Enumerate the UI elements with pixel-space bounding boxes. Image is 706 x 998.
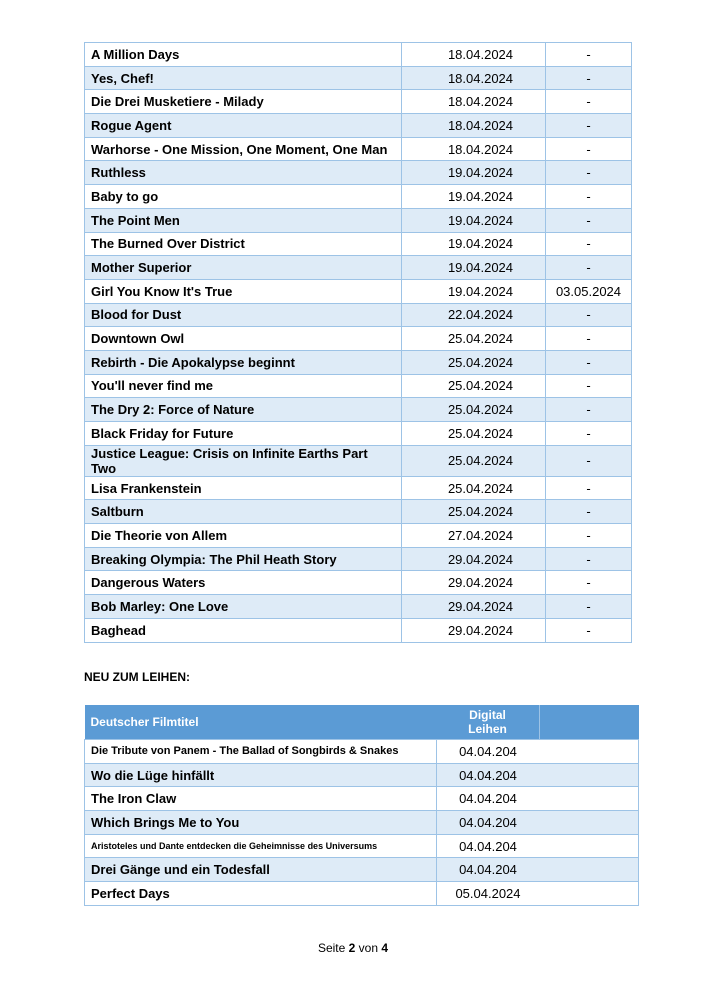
- rent-empty-cell: [539, 811, 639, 835]
- end-date: -: [546, 374, 632, 398]
- footer-total: 4: [381, 941, 389, 955]
- movie-title: Downtown Owl: [85, 327, 402, 351]
- table-row: [85, 422, 632, 446]
- table-row: [85, 43, 632, 67]
- rent-movie-title: Drei Gänge und ein Todesfall: [85, 858, 437, 882]
- end-date: -: [546, 547, 632, 571]
- table-row: [85, 858, 639, 882]
- table-row: [85, 445, 632, 476]
- movie-title: Mother Superior: [85, 256, 402, 280]
- movie-title: The Point Men: [85, 208, 402, 232]
- table-row: [85, 279, 632, 303]
- movie-title: Bob Marley: One Love: [85, 595, 402, 619]
- movie-title: Rebirth - Die Apokalypse beginnt: [85, 350, 402, 374]
- table-row: [85, 398, 632, 422]
- table-row: [85, 595, 632, 619]
- release-date: 19.04.2024: [402, 185, 546, 209]
- table-row: [85, 161, 632, 185]
- table-row: [85, 547, 632, 571]
- end-date: 03.05.2024: [546, 279, 632, 303]
- end-date: -: [546, 90, 632, 114]
- movie-title: Warhorse - One Mission, One Moment, One Man: [85, 137, 402, 161]
- release-date: 19.04.2024: [402, 232, 546, 256]
- release-date: 25.04.2024: [402, 327, 546, 351]
- end-date: -: [546, 422, 632, 446]
- movie-title: Breaking Olympia: The Phil Heath Story: [85, 547, 402, 571]
- end-date: -: [546, 571, 632, 595]
- end-date: -: [546, 524, 632, 548]
- rent-table-body: [85, 740, 639, 906]
- movie-title: Saltburn: [85, 500, 402, 524]
- release-date: 18.04.2024: [402, 137, 546, 161]
- end-date: -: [546, 256, 632, 280]
- end-date: -: [546, 445, 632, 476]
- release-table-body: [85, 43, 632, 643]
- movie-title: Rogue Agent: [85, 114, 402, 138]
- movie-title: You'll never find me: [85, 374, 402, 398]
- table-row: [85, 185, 632, 209]
- header-title: Deutscher Filmtitel: [85, 705, 437, 740]
- footer-prefix: Seite: [317, 941, 346, 955]
- rent-movie-title: Wo die Lüge hinfällt: [85, 763, 437, 787]
- movie-title: The Dry 2: Force of Nature: [85, 398, 402, 422]
- rent-movie-title: Aristoteles und Dante entdecken die Geheimnisse des Universums: [85, 834, 437, 858]
- table-row: [85, 882, 639, 906]
- release-date: 18.04.2024: [402, 90, 546, 114]
- release-date: 19.04.2024: [402, 161, 546, 185]
- release-date: 25.04.2024: [402, 422, 546, 446]
- release-date: 19.04.2024: [402, 279, 546, 303]
- table-row: [85, 256, 632, 280]
- rent-date: 04.04.204: [437, 763, 540, 787]
- section-heading: NEU ZUM LEIHEN:: [84, 670, 190, 684]
- table-row: [85, 524, 632, 548]
- end-date: -: [546, 618, 632, 642]
- table-row: [85, 374, 632, 398]
- table-row: [85, 787, 639, 811]
- movie-title: Blood for Dust: [85, 303, 402, 327]
- rent-date: 04.04.204: [437, 787, 540, 811]
- end-date: -: [546, 303, 632, 327]
- table-row: [85, 571, 632, 595]
- release-date: 27.04.2024: [402, 524, 546, 548]
- rent-empty-cell: [539, 882, 639, 906]
- release-date: 25.04.2024: [402, 398, 546, 422]
- table-row: [85, 500, 632, 524]
- rent-empty-cell: [539, 858, 639, 882]
- table-row: [85, 618, 632, 642]
- movie-title: Justice League: Crisis on Infinite Earths Part Two: [85, 445, 402, 476]
- rent-table: [84, 705, 639, 906]
- table-row: [85, 303, 632, 327]
- movie-title: Lisa Frankenstein: [85, 476, 402, 500]
- movie-title: Baby to go: [85, 185, 402, 209]
- table-row: [85, 763, 639, 787]
- release-table: [84, 42, 632, 643]
- header-digital: [437, 705, 540, 740]
- footer-page: 2: [348, 941, 356, 955]
- rent-movie-title: Which Brings Me to You: [85, 811, 437, 835]
- end-date: -: [546, 114, 632, 138]
- release-date: 29.04.2024: [402, 595, 546, 619]
- rent-movie-title: Die Tribute von Panem - The Ballad of Songbirds & Snakes: [85, 740, 437, 764]
- table-row: [85, 740, 639, 764]
- release-date: 25.04.2024: [402, 476, 546, 500]
- movie-title: Black Friday for Future: [85, 422, 402, 446]
- rent-movie-title: Perfect Days: [85, 882, 437, 906]
- rent-date: 04.04.204: [437, 740, 540, 764]
- end-date: -: [546, 350, 632, 374]
- rent-table-header: [85, 705, 639, 740]
- release-date: 19.04.2024: [402, 208, 546, 232]
- header-digital-line1: Digital: [469, 708, 506, 722]
- rent-date: 05.04.2024: [437, 882, 540, 906]
- release-date: 18.04.2024: [402, 43, 546, 67]
- release-date: 25.04.2024: [402, 445, 546, 476]
- rent-date: 04.04.204: [437, 811, 540, 835]
- release-date: 22.04.2024: [402, 303, 546, 327]
- end-date: -: [546, 476, 632, 500]
- table-row: [85, 114, 632, 138]
- rent-date: 04.04.204: [437, 834, 540, 858]
- table-row: [85, 232, 632, 256]
- page-footer: [0, 941, 706, 955]
- movie-title: Yes, Chef!: [85, 66, 402, 90]
- end-date: -: [546, 185, 632, 209]
- movie-title: Girl You Know It's True: [85, 279, 402, 303]
- release-date: 29.04.2024: [402, 618, 546, 642]
- release-date: 18.04.2024: [402, 66, 546, 90]
- table-row: [85, 350, 632, 374]
- release-date: 25.04.2024: [402, 350, 546, 374]
- rent-empty-cell: [539, 834, 639, 858]
- table-row: [85, 66, 632, 90]
- release-date: 18.04.2024: [402, 114, 546, 138]
- movie-title: A Million Days: [85, 43, 402, 67]
- end-date: -: [546, 595, 632, 619]
- end-date: -: [546, 161, 632, 185]
- header-empty: [539, 705, 639, 740]
- movie-title: Die Theorie von Allem: [85, 524, 402, 548]
- end-date: -: [546, 208, 632, 232]
- end-date: -: [546, 66, 632, 90]
- end-date: -: [546, 327, 632, 351]
- release-date: 29.04.2024: [402, 547, 546, 571]
- table-row: [85, 834, 639, 858]
- table-row: [85, 137, 632, 161]
- table-row: [85, 811, 639, 835]
- rent-movie-title: The Iron Claw: [85, 787, 437, 811]
- movie-title: Dangerous Waters: [85, 571, 402, 595]
- release-date: 25.04.2024: [402, 500, 546, 524]
- release-date: 29.04.2024: [402, 571, 546, 595]
- table-row: [85, 327, 632, 351]
- end-date: -: [546, 137, 632, 161]
- table-row: [85, 90, 632, 114]
- movie-title: Ruthless: [85, 161, 402, 185]
- movie-title: Die Drei Musketiere - Milady: [85, 90, 402, 114]
- movie-title: Baghead: [85, 618, 402, 642]
- header-digital-line2: Leihen: [468, 722, 507, 736]
- table-row: [85, 476, 632, 500]
- rent-empty-cell: [539, 787, 639, 811]
- end-date: -: [546, 398, 632, 422]
- end-date: -: [546, 43, 632, 67]
- footer-middle: von: [358, 941, 379, 955]
- release-date: 19.04.2024: [402, 256, 546, 280]
- release-date: 25.04.2024: [402, 374, 546, 398]
- rent-empty-cell: [539, 763, 639, 787]
- rent-empty-cell: [539, 740, 639, 764]
- table-row: [85, 208, 632, 232]
- rent-date: 04.04.204: [437, 858, 540, 882]
- end-date: -: [546, 500, 632, 524]
- movie-title: The Burned Over District: [85, 232, 402, 256]
- end-date: -: [546, 232, 632, 256]
